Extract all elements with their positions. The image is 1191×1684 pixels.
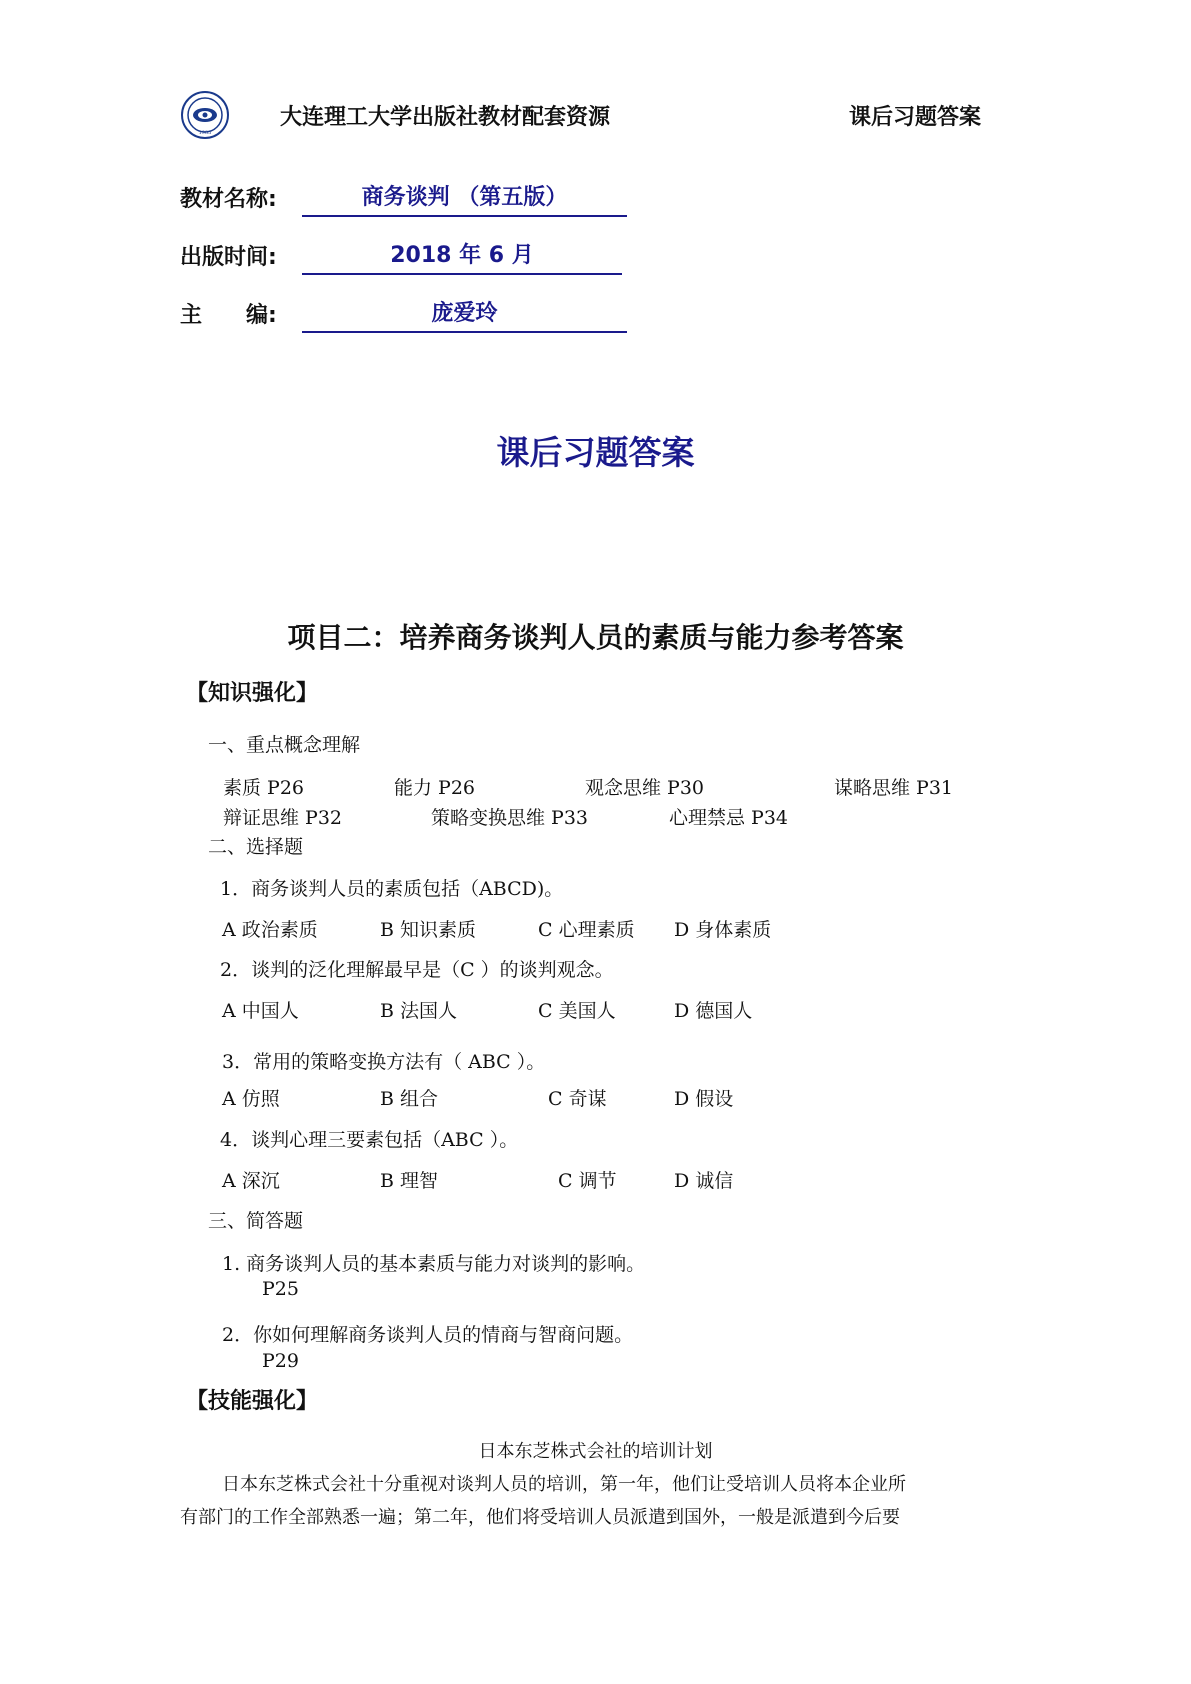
option: A 中国人 bbox=[222, 1000, 299, 1022]
concept-item: 心理禁忌 P34 bbox=[669, 807, 789, 829]
option: A 仿照 bbox=[222, 1088, 280, 1110]
option: C 美国人 bbox=[538, 1000, 616, 1022]
question-2: 2．谈判的泛化理解最早是（C ）的谈判观念。 bbox=[220, 959, 614, 981]
part3-title: 三、简答题 bbox=[208, 1210, 304, 1232]
concept-item: 观念思维 P30 bbox=[585, 777, 705, 799]
editor-value: 庞爱玲 bbox=[302, 296, 627, 333]
main-title: 课后习题答案 bbox=[496, 433, 695, 472]
option: A 深沉 bbox=[222, 1170, 280, 1192]
knowledge-heading: 【知识强化】 bbox=[186, 681, 319, 706]
publisher-name: 大连理工大学出版社教材配套资源 bbox=[280, 105, 611, 130]
short-answer-1: P25 bbox=[262, 1278, 299, 1300]
option: B 理智 bbox=[380, 1170, 439, 1192]
question-1: 1．商务谈判人员的素质包括（ABCD)。 bbox=[220, 878, 564, 900]
question-4: 4．谈判心理三要素包括（ABC ）。 bbox=[220, 1129, 519, 1151]
option: D 假设 bbox=[674, 1088, 734, 1110]
part2-title: 二、选择题 bbox=[208, 836, 304, 858]
concept-item: 能力 P26 bbox=[394, 777, 476, 799]
concept-item: 辩证思维 P32 bbox=[223, 807, 343, 829]
option: C 调节 bbox=[558, 1170, 617, 1192]
editor-label: 主 编: bbox=[180, 303, 277, 328]
concept-item: 素质 P26 bbox=[223, 777, 305, 799]
part1-title: 一、重点概念理解 bbox=[208, 734, 361, 756]
short-answer-2: P29 bbox=[262, 1350, 299, 1372]
case-paragraph-line: 有部门的工作全部熟悉一遍；第二年，他们将受培训人员派遣到国外，一般是派遣到今后要 bbox=[180, 1507, 900, 1528]
option: D 德国人 bbox=[674, 1000, 753, 1022]
option: B 知识素质 bbox=[380, 919, 477, 941]
option: D 身体素质 bbox=[674, 919, 772, 941]
option: C 奇谋 bbox=[548, 1088, 607, 1110]
skills-heading: 【技能强化】 bbox=[186, 1389, 319, 1414]
publisher-logo bbox=[180, 90, 230, 140]
option: D 诚信 bbox=[674, 1170, 734, 1192]
concept-item: 策略变换思维 P33 bbox=[431, 807, 589, 829]
option: B 组合 bbox=[380, 1088, 439, 1110]
book-name-label: 教材名称: bbox=[180, 187, 277, 212]
section-title: 项目二：培养商务谈判人员的素质与能力参考答案 bbox=[287, 621, 904, 654]
publish-date-value: 2018 年 6 月 bbox=[302, 238, 622, 275]
concept-item: 谋略思维 P31 bbox=[834, 777, 954, 799]
logo-year: 1985 bbox=[198, 130, 212, 136]
short-question-1: 1. 商务谈判人员的基本素质与能力对谈判的影响。 bbox=[222, 1253, 646, 1275]
publish-date-label: 出版时间: bbox=[180, 245, 277, 270]
question-3: 3．常用的策略变换方法有（ ABC ）。 bbox=[222, 1051, 546, 1073]
option: A 政治素质 bbox=[222, 919, 318, 941]
header-doc-type: 课后习题答案 bbox=[849, 105, 982, 130]
option: C 心理素质 bbox=[538, 919, 635, 941]
case-paragraph-line: 日本东芝株式会社十分重视对谈判人员的培训，第一年，他们让受培训人员将本企业所 bbox=[222, 1474, 906, 1495]
case-title: 日本东芝株式会社的培训计划 bbox=[478, 1441, 713, 1462]
book-name-value: 商务谈判 （第五版） bbox=[302, 180, 627, 217]
short-question-2: 2．你如何理解商务谈判人员的情商与智商问题。 bbox=[222, 1324, 634, 1346]
option: B 法国人 bbox=[380, 1000, 458, 1022]
